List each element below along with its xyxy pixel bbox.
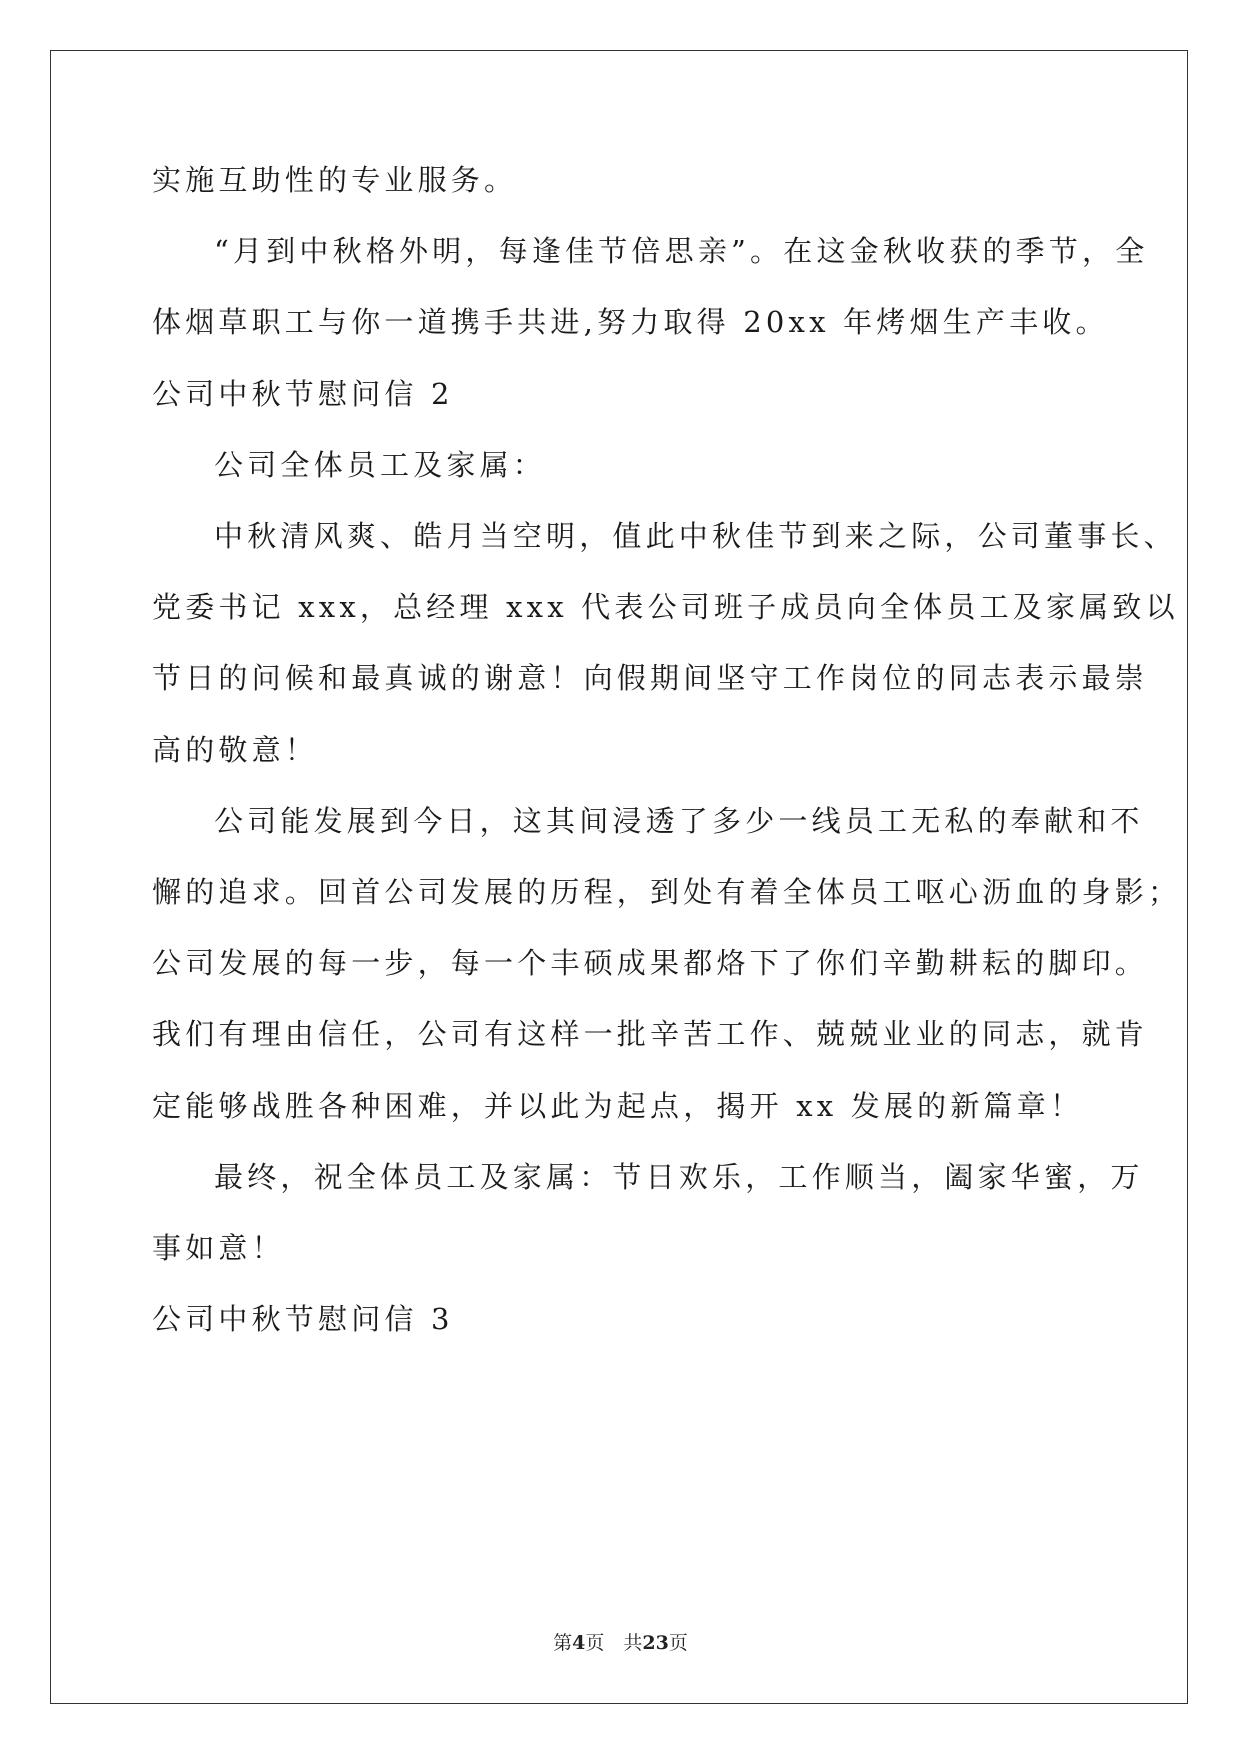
section-heading: 公司中秋节慰问信 2 bbox=[152, 377, 454, 411]
salutation: 公司全体员工及家属： bbox=[214, 448, 547, 482]
text-line: 高的敬意！ bbox=[152, 733, 319, 767]
text-line: 党委书记 xxx，总经理 xxx 代表公司班子成员向全体员工及家属致以 bbox=[152, 590, 1179, 624]
text-line: 实施互助性的专业服务。 bbox=[152, 163, 518, 197]
total-pages-number: 23 bbox=[642, 1632, 669, 1654]
text-line: 中秋清风爽、皓月当空明，值此中秋佳节到来之际，公司董事长、 bbox=[214, 519, 1177, 553]
text-line: 公司发展的每一步，每一个丰硕成果都烙下了你们辛勤耕耘的脚印。 bbox=[152, 946, 1149, 980]
text-line: 事如意！ bbox=[152, 1231, 285, 1265]
footer-suffix: 页 bbox=[668, 1632, 688, 1654]
current-page-number: 4 bbox=[572, 1632, 586, 1654]
text-line: 最终，祝全体员工及家属：节日欢乐，工作顺当，阖家华蜜，万 bbox=[214, 1160, 1144, 1194]
text-line: 我们有理由信任，公司有这样一批辛苦工作、兢兢业业的同志，就肯 bbox=[152, 1017, 1149, 1051]
text-line: 节日的问候和最真诚的谢意！向假期间坚守工作岗位的同志表示最崇 bbox=[152, 661, 1149, 695]
text-line: 定能够战胜各种困难，并以此为起点，揭开 xx 发展的新篇章！ bbox=[152, 1089, 1084, 1123]
text-line: “月到中秋格外明，每逢佳节倍思亲”。在这金秋收获的季节，全 bbox=[214, 234, 1149, 268]
text-line: 公司能发展到今日，这其间浸透了多少一线员工无私的奉献和不 bbox=[214, 804, 1144, 838]
footer-middle: 页 共 bbox=[585, 1632, 643, 1654]
footer-prefix: 第 bbox=[553, 1632, 573, 1654]
section-heading: 公司中秋节慰问信 3 bbox=[152, 1302, 454, 1336]
page-footer bbox=[0, 1628, 1241, 1655]
text-line: 体烟草职工与你一道携手共进,努力取得 20xx 年烤烟生产丰收。 bbox=[152, 305, 1109, 339]
text-line: 懈的追求。回首公司发展的历程，到处有着全体员工呕心沥血的身影； bbox=[152, 875, 1182, 909]
